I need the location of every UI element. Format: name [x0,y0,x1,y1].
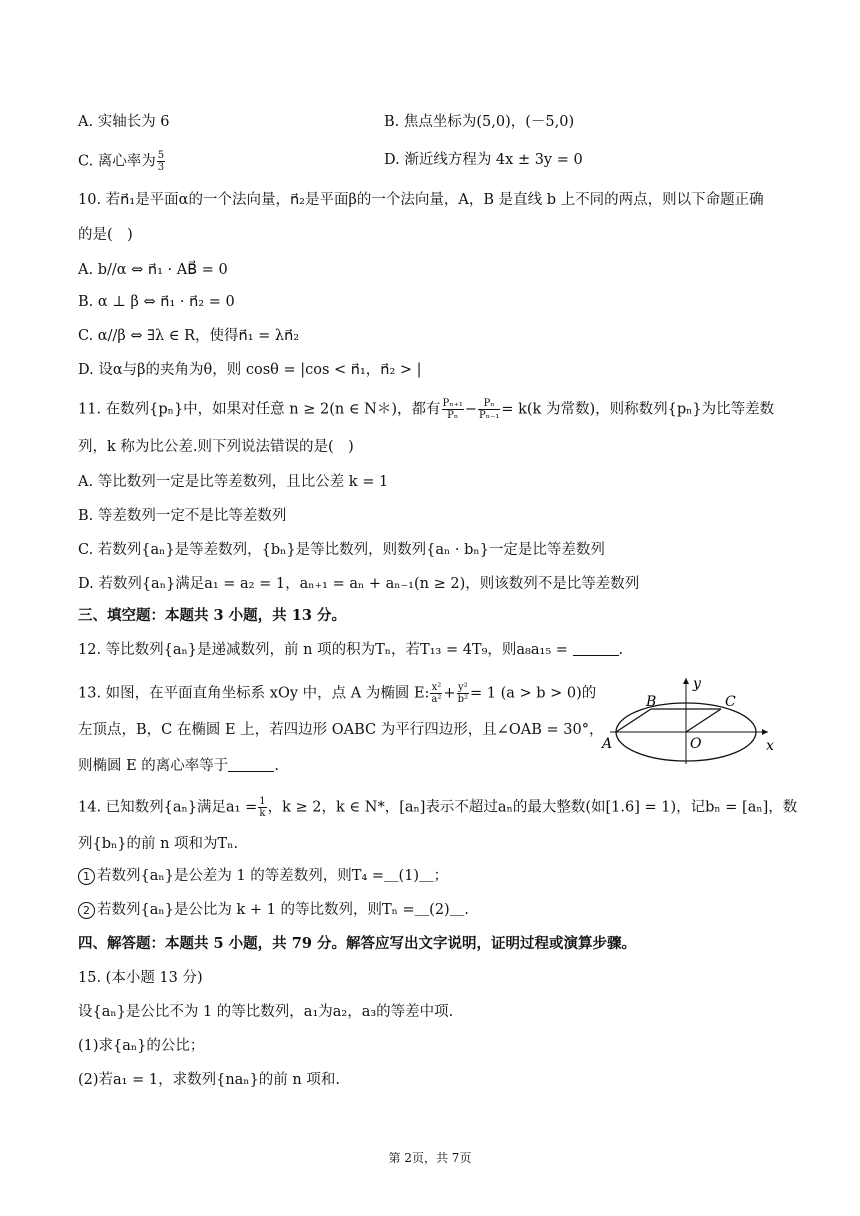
q10-option-d: D. 设α与β的夹角为θ，则 cosθ = |cos < n⃗₁，n⃗₂ > | [78,362,422,378]
q14-item-2-text: 若数列{aₙ}是公比为 k + 1 的等比数列，则Tₙ =＿(2)＿. [97,902,469,918]
q10-option-a: A. b//α ⇔ n⃗₁ · AB⃗ = 0 [78,262,228,278]
q11-stem-line1 [78,398,774,421]
q14-line1-part-a: 14. 已知数列{aₙ}满足a₁ = [78,799,258,816]
q12-text [78,640,623,660]
label-B: B [646,694,657,710]
q10-option-c: C. α//β ⇔ ∃λ ∈ R，使得n⃗₁ = λn⃗₂ [78,328,300,344]
circled-number-2: 2 [78,902,95,919]
q9-option-b: B. 焦点坐标为(5,0)，(－5,0) [384,114,575,130]
q11-fraction-1: $\frac{\text{Pₙ₊₁}}{\text{Pₙ}}$ [442,398,463,421]
circled-number-1: 1 [78,868,95,885]
q15-part-2: (2)若a₁ = 1，求数列{naₙ}的前 n 项和. [78,1072,340,1088]
q12-stem: 12. 等比数列{aₙ}是递减数列，前 n 项的积为Tₙ，若T₁₃ = 4T₉，则a₈a₁₅ = [78,642,568,658]
q13-line1-part-a: 13. 如图，在平面直角坐标系 xOy 中，点 A 为椭圆 E: [78,685,430,702]
q9-option-c [78,150,166,173]
q15-stem: 设{aₙ}是公比不为 1 的等比数列，a₁为a₂，a₃的等差中项. [78,1004,454,1020]
q12-end: . [618,642,624,658]
q11-minus: − [464,401,478,418]
q10-option-b: B. α ⊥ β ⇔ n⃗₁ · n⃗₂ = 0 [78,294,235,310]
segment-OC [686,709,721,732]
label-A: A [602,736,613,752]
q11-stem-line2: 列，k 称为比公差.则下列说法错误的是( ) [78,439,354,455]
q13-line3-end: . [274,758,279,774]
ellipse-figure [596,672,788,768]
q11-option-c: C. 若数列{aₙ}是等差数列，{bₙ}是等比数列，则数列{aₙ · bₙ}一定是比等差数列 [78,542,605,558]
q11-option-a: A. 等比数列一定是比等差数列，且比公差 k = 1 [78,474,389,490]
q14-item-1-text: 若数列{aₙ}是公差为 1 的等差数列，则T₄ =＿(1)＿； [97,868,449,884]
q9-option-a: A. 实轴长为 6 [78,114,170,130]
q14-item-2 [78,900,469,920]
q13-fraction-y: $\frac{\text{y²}}{\text{b²}}$ [457,682,468,705]
q9-option-c-fraction: $\frac{5}{3}$ [157,150,165,173]
section-4-heading: 四、解答题：本题共 5 小题，共 79 分。解答应写出文字说明，证明过程或演算步骤。 [78,935,636,952]
q12-answer-blank[interactable] [573,641,619,656]
q9-option-c-prefix: C. 离心率为 [78,153,156,170]
q13-line3 [78,756,279,776]
q10-stem-line2: 的是( ) [78,227,133,243]
q11-option-d: D. 若数列{aₙ}满足a₁ = a₂ = 1，aₙ₊₁ = aₙ + aₙ₋₁(n ≥ 2)，则该数列不是比等差数列 [78,576,640,592]
q14-line1 [78,796,797,819]
label-x: x [766,738,774,754]
q15-part-1: (1)求{aₙ}的公比； [78,1038,205,1054]
q13-line2: 左顶点，B，C 在椭圆 E 上，若四边形 OABC 为平行四边形，且∠OAB = 30°， [78,722,604,738]
q10-stem-line1: 10. 若n⃗₁是平面α的一个法向量，n⃗₂是平面β的一个法向量，A，B 是直线 b 上不同的两点，则以下命题正确 [78,192,764,208]
label-O: O [690,736,702,752]
q14-line2: 列{bₙ}的前 n 项和为Tₙ. [78,836,239,852]
q14-item-1 [78,866,448,886]
q13-plus: + [443,685,456,702]
section-3-heading: 三、填空题：本题共 3 小题，共 13 分。 [78,607,346,624]
q13-line3-text: 则椭圆 E 的离心率等于 [78,758,229,774]
q11-option-b: B. 等差数列一定不是比等差数列 [78,508,287,524]
q11-fraction-2: $\frac{\text{Pₙ}}{\text{Pₙ₋₁}}$ [479,398,500,421]
q14-fraction: $\frac{1}{k}$ [259,796,266,819]
label-C: C [725,694,736,710]
label-y: y [693,676,701,692]
q15-heading: 15. (本小题 13 分) [78,970,203,986]
q13-line1 [78,682,596,705]
q13-line1-part-b: = 1 (a > b > 0)的 [469,685,597,702]
q13-answer-blank[interactable] [228,757,274,772]
q9-option-d: D. 渐近线方程为 4x ± 3y = 0 [384,152,583,168]
q11-stem-part-a: 11. 在数列{pₙ}中，如果对任意 n ≥ 2(n ∈ N＊)，都有 [78,401,441,418]
q11-stem-part-b: = k(k 为常数)，则称数列{pₙ}为比等差数 [501,401,775,418]
q14-line1-part-b: ，k ≥ 2，k ∈ N*，[aₙ]表示不超过aₙ的最大整数(如[1.6] = 1)，记bₙ = [aₙ]，数 [267,799,798,816]
page-footer: 第 2页，共 7页 [388,1151,472,1165]
q13-fraction-x: $\frac{\text{x²}}{\text{a²}}$ [431,682,442,705]
